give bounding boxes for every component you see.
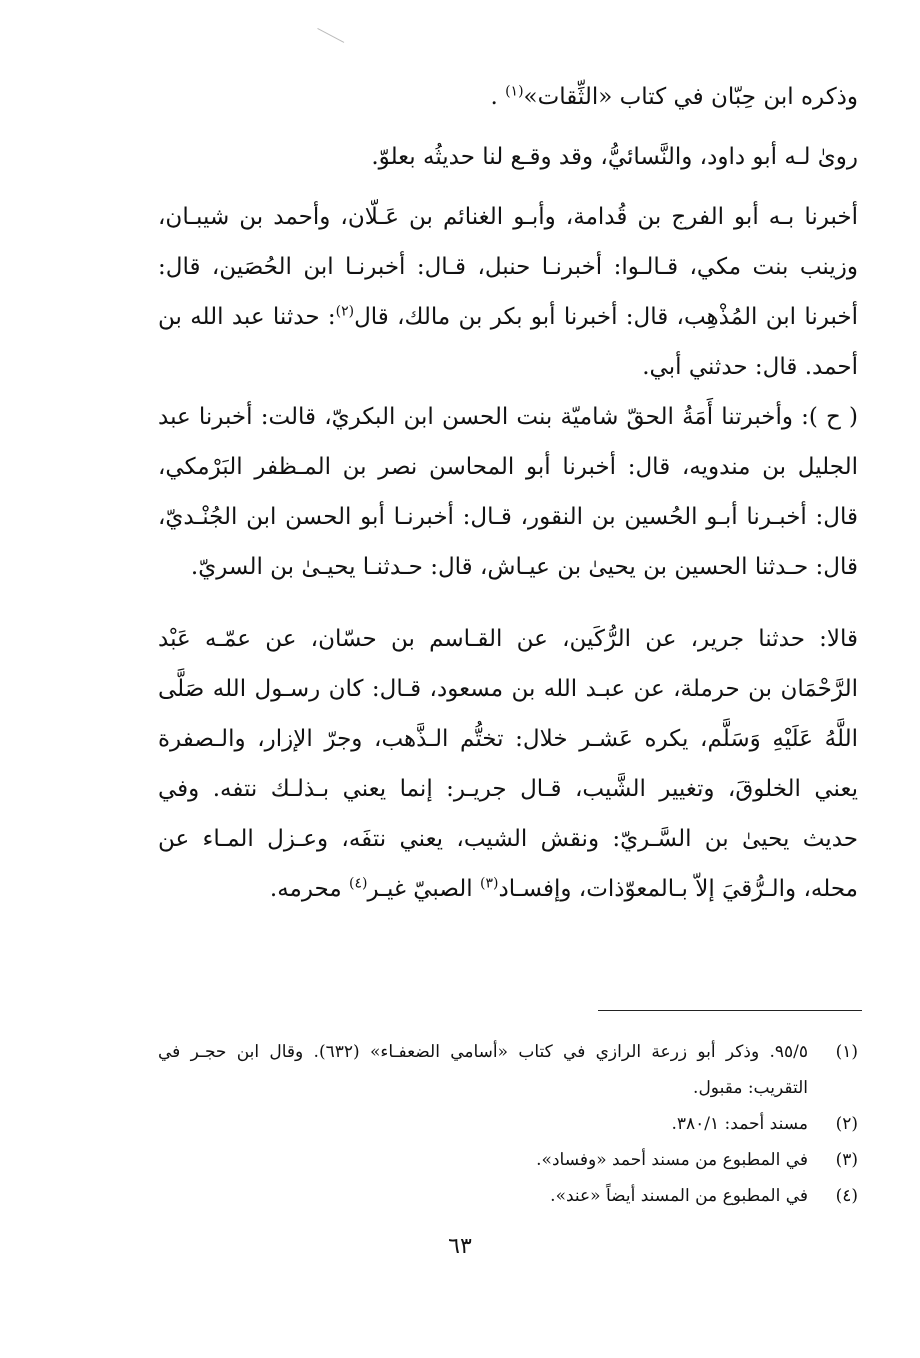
footnote-divider xyxy=(598,1010,862,1011)
footnote-4 xyxy=(158,1178,858,1214)
paragraph-1 xyxy=(158,72,858,122)
footnote-2-number: (٢) xyxy=(835,1114,858,1134)
footnote-1-number: (١) xyxy=(835,1042,858,1062)
paragraph-5 xyxy=(158,614,858,914)
footnote-ref-2: (٢) xyxy=(335,303,355,320)
scan-mark xyxy=(310,28,344,57)
footnote-2 xyxy=(158,1106,858,1142)
paragraph-4: ( ح ): وأخبرتنا أَمَةُ الحقّ شاميّة بنت الحسن ابن البكريّ، قالت: أخبرنا عبد الجليل بن مندويه، قال: أخبرنا أبو المحاسن نصر بن المـظفر البَرْمكي، قال: أخبـرنا أبـو الحُسين بن النقور، قـال: أخبرنـا أبو الحسن ابن الجُنْـديّ، قال: حـدثنا الحسين بن يحيىٰ بن عيـاش، قال: حـدثنـا يحيـىٰ بن السريّ. xyxy=(158,404,858,580)
footnote-2-text: مسند أحمد: ٣٨٠/١. xyxy=(671,1114,808,1134)
footnote-1-text: ٩٥/٥. وذكر أبو زرعة الرازي في كتاب «أسامي الضعفـاء» (٦٣٢). وقال ابن حجـر في التقريب: مقبول. xyxy=(158,1042,808,1098)
footnote-3-number: (٣) xyxy=(835,1150,858,1170)
paragraph-3 xyxy=(158,192,858,392)
footnote-ref-1: (١) xyxy=(505,83,524,100)
paragraph-3-text: أخبرنا بـه أبو الفرج بن قُدامة، وأبـو الغنائم بن عَـلّان، وأحمد بن شيبـان، وزينب بنت مكي، قـالـوا: أخبرنـا حنبل، قـال: أخبرنـا ابن الحُصَين، قال: أخبرنا ابن المُذْهِب، قال: أخبرنا أبو بكر بن مالك، قال xyxy=(158,204,859,330)
paragraph-5-end: محرمه. xyxy=(269,876,342,902)
paragraph-1-end: . xyxy=(490,84,498,110)
main-text xyxy=(158,72,858,914)
footnotes xyxy=(158,1034,858,1214)
footnote-4-text: في المطبوع من المسند أيضاً «عند». xyxy=(550,1186,808,1206)
footnote-ref-4: (٤) xyxy=(349,875,368,892)
paragraph-5-text: قالا: حدثنا جرير، عن الرُّكَين، عن القـاسم بن حسّان، عن عمّـه عَبْد الرَّحْمَان بن حرملة، عن عبـد الله بن مسعود، قـال: كان رسـول الله صَلَّى اللَّهُ عَلَيْهِ وَسَلَّم، يكره عَشـر خلال: تختُّم الـذَّهب، وجرّ الإزار، والـصفرة يعني الخلوقَ، وتغيير الشَّيب، قـال جريـر: إنما يعني بـذلـك نتفه. وفي حديث يحيىٰ بن السَّـريّ: ونقش الشيب، يعني نتفَه، وعـزل المـاء عن محله، والـرُّقيَ إلاّ بـالمعوّذات، وإفسـاد xyxy=(158,626,858,902)
page-number: ٦٣ xyxy=(448,1234,472,1259)
footnote-ref-3: (٣) xyxy=(480,875,499,892)
footnote-3-text: في المطبوع من مسند أحمد «وفساد». xyxy=(536,1150,808,1170)
footnote-3 xyxy=(158,1142,858,1178)
paragraph-3-cont: : حدثنا عبد الله بن أحمد. قال: حدثني أبي. xyxy=(158,304,858,380)
paragraph-1-text: وذكره ابن حِبّان في كتاب «الثِّقات» xyxy=(523,84,858,110)
paragraph-5-cont: الصبيّ غيـر xyxy=(367,876,473,902)
paragraph-2: روىٰ لـه أبو داود، والنَّسائيُّ، وقد وقـع لنا حديثُه بعلوّ. xyxy=(371,144,858,170)
footnote-4-number: (٤) xyxy=(835,1186,858,1206)
footnote-1 xyxy=(158,1034,858,1106)
